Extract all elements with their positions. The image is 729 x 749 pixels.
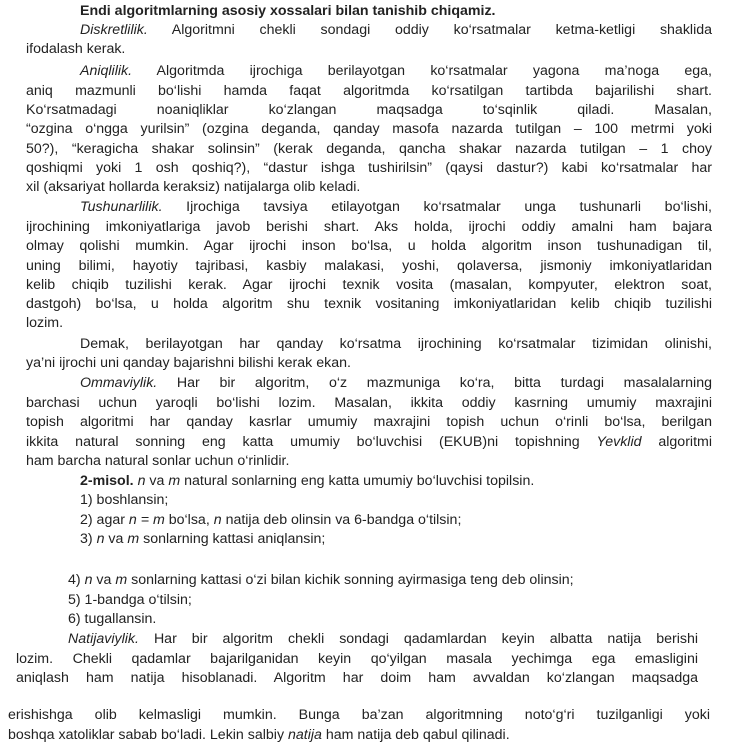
mass-line-5: ham barcha natural sonlar uchun o‘rinlidir. [26, 453, 290, 469]
term-understandability: Tushunarlilik. [80, 199, 163, 215]
mass-line-4: ikkita natural sonning eng katta umumiy bo‘luvchisi (EKUB)ni topishning Yevklid algoritmi [26, 434, 712, 450]
example-label: 2-misol. [80, 473, 134, 489]
term-clarity: Aniqlilik. [80, 63, 133, 79]
clarity-line-1: Aniqlilik. Algoritmda ijrochiga berilayotgan ko‘rsatmalar yagona ma’noga ega, [80, 63, 712, 79]
discrete-line-1: Diskretlilik. Algoritmni chekli sondagi oddiy ko‘rsatmalar ketma-ketligi shaklida [80, 22, 712, 38]
understand-line-3: olmay qolishi mumkin. Agar ijrochi inson bo‘lsa, u holda algoritm inson tushunadigan til, [26, 238, 712, 254]
result-line-3: aniqlash ham natija hisoblanadi. Algoritm har doim ham avvaldan ko‘zlangan maqsadga [16, 670, 698, 686]
example-step-3: 3) n va m sonlarning kattasi aniqlansin; [80, 531, 326, 547]
clarity-line-6: qoshiqmi yoki 1 osh qoshiq?), “dastur ishga tushirilsin” (qaysi dastur?) kabi ko‘rsatmalar har [26, 160, 712, 176]
understand-line-1: Tushunarlilik. Ijrochiga tavsiya etilayotgan ko‘rsatmalar unga tushunarli bo‘lishi, [80, 199, 712, 215]
result-line-4: erishishga olib kelmasligi mumkin. Bunga ba’zan algoritmning noto‘g‘ri tuzilganligi yoki [8, 707, 710, 723]
clarity-line-2: aniq mazmunli bo‘lishi hamda faqat algoritmda ko‘rsatilgan tartibda bajarilishi shart. [26, 83, 712, 99]
example-step-5: 5) 1-bandga o‘tilsin; [68, 592, 192, 608]
understand-line-5: kelib chiqib tuzilishi kerak. Agar ijrochi texnik vosita (masalan, kompyuter, elektron soat, [26, 277, 712, 293]
euclid-name: Yevklid [596, 434, 642, 450]
understand-line-2: ijrochining imkoniyatlariga javob berishi shart. Aks holda, ijrochi oddiy amalni ham bajara [26, 219, 712, 235]
example-step-2: 2) agar n = m bo‘lsa, n natija deb olinsin va 6-bandga o‘tilsin; [80, 512, 462, 528]
clarity-line-3: Ko‘rsatmadagi noaniqliklar ko‘zlangan maqsadga to‘sqinlik qiladi. Masalan, [26, 102, 712, 118]
conclusion-line-2: ya’ni ijrochi uni qanday bajarishni bilishi kerak ekan. [26, 355, 351, 371]
result-line-1: Natijaviylik. Har bir algoritm chekli sondagi qadamlardan keyin albatta natija berishi [68, 631, 698, 647]
discrete-line-2: ifodalash kerak. [26, 41, 126, 57]
clarity-line-5: 50?), “keragicha shakar solinsin” (kerak deganda, qancha shakar nazarda tutilgan – 1 choy [26, 141, 712, 157]
result-line-2: lozim. Chekli qadamlar bajarilganidan keyin qo‘yilgan masala yechimga ega emasligini [16, 651, 698, 667]
term-result: Natijaviylik. [68, 631, 139, 647]
clarity-line-4: “ozgina o‘ngga yurilsin” (ozgina deganda, qanday masofa nazarda tutilgan – 100 metrmi yoki [26, 121, 712, 137]
section-heading: Endi algoritmlarning asosiy xossalari bilan tanishib chiqamiz. [80, 3, 496, 19]
mass-line-1: Ommaviylik. Har bir algoritm, o‘z mazmuniga ko‘ra, bitta turdagi masalalarning [80, 375, 712, 391]
example-step-6: 6) tugallansin. [68, 611, 157, 627]
term-discreteness: Diskretlilik. [80, 22, 148, 38]
result-line-5: boshqa xatoliklar sabab bo‘ladi. Lekin salbiy natija ham natija deb qabul qilinadi. [8, 727, 510, 743]
understand-line-4: uning bilimi, hayotiy tajribasi, kasbiy malakasi, yoshi, qolaversa, jismoniy imkoniyatlaridan [26, 258, 712, 274]
understand-line-7: lozim. [26, 315, 64, 331]
understand-line-6: dastgoh) bo‘lsa, u holda algoritm shu texnik vositaning imkoniyatlaridan kelib chiqib tuzilishi [26, 296, 712, 312]
example-step-1: 1) boshlansin; [80, 492, 169, 508]
term-mass-character: Ommaviylik. [80, 375, 158, 391]
mass-line-2: barchasi uchun yaroqli bo‘lishi lozim. Masalan, ikkita oddiy kasrning umumiy maxrajini [26, 395, 712, 411]
example-title: 2-misol. n va m natural sonlarning eng katta umumiy bo‘luvchisi topilsin. [80, 473, 535, 489]
example-step-4: 4) n va m sonlarning kattasi o‘zi bilan kichik sonning ayirmasiga teng deb olinsin; [68, 572, 574, 588]
clarity-line-7: xil (aksariyat hollarda keraksiz) natijalarga olib keladi. [26, 179, 361, 195]
mass-line-3: topish algoritmi har qanday kasrlar umumiy maxrajini topish uchun o‘rinli bo‘lsa, berilgan [26, 414, 712, 430]
conclusion-line-1: Demak, berilayotgan har qanday ko‘rsatma ijrochining ko‘rsatmalar tizimidan olinishi, [80, 336, 712, 352]
